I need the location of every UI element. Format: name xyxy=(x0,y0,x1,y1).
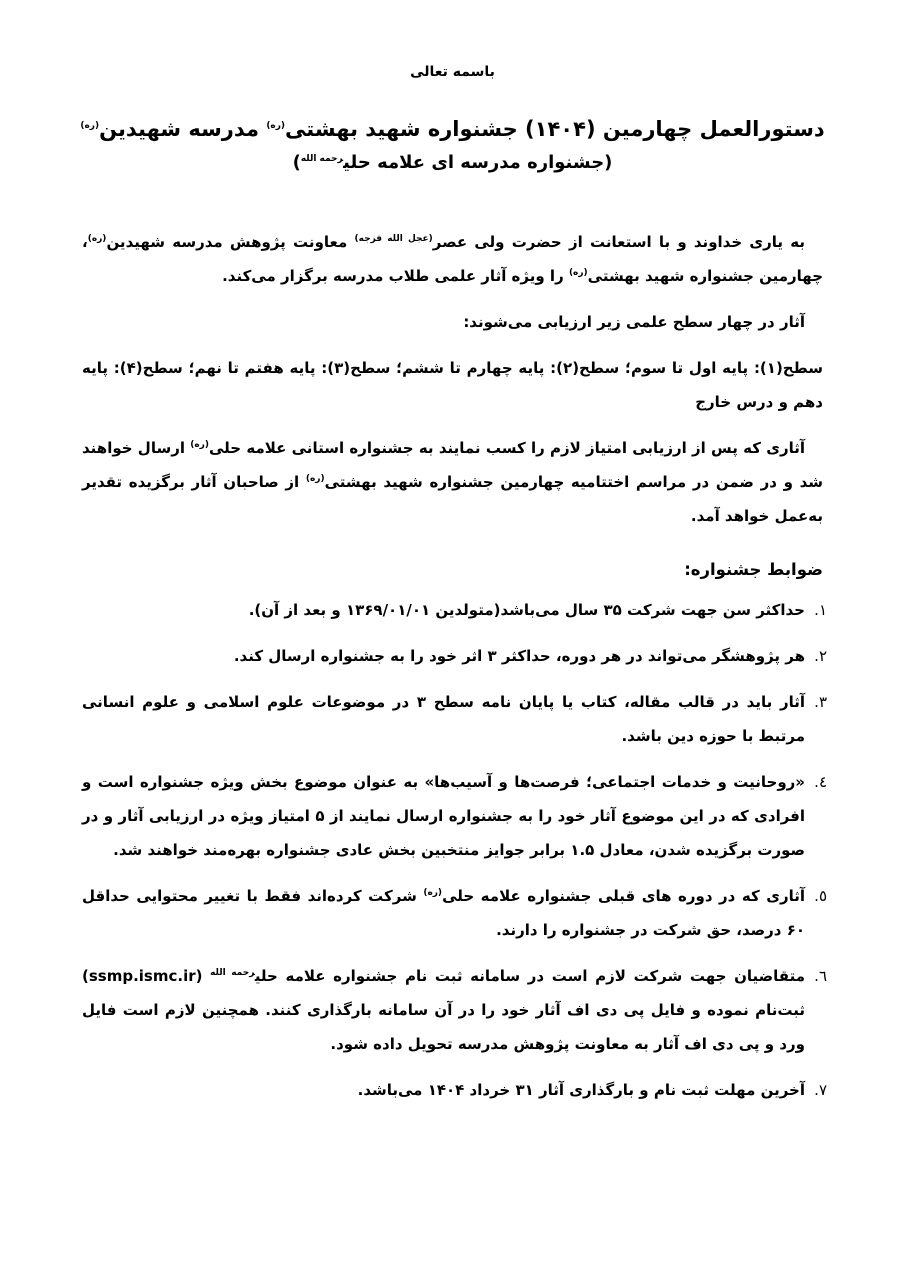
rule-text-b: شرکت کرده‌اند فقط با تغییر محتوایی حداقل ۶۰ درصد، حق شرکت در جشنواره را دارند. xyxy=(82,887,805,939)
rule-item-4 xyxy=(82,765,827,867)
intro-paragraph-4 xyxy=(82,431,823,533)
rule-text: هر پژوهشگر می‌تواند در هر دوره، حداکثر ۳ اثر خود را به جشنواره ارسال کند. xyxy=(233,647,805,665)
rule-number: ۲. xyxy=(814,647,827,665)
rule-item-1 xyxy=(82,593,827,627)
rule-item-2 xyxy=(82,639,827,673)
intro-p1-honorific-2: (ره) xyxy=(87,234,107,244)
rule-number: ٤. xyxy=(814,773,827,791)
rule-item-7 xyxy=(82,1073,827,1107)
rule-number: ٥. xyxy=(814,887,827,905)
intro-p1-b: معاونت پژوهش مدرسه شهیدین xyxy=(106,233,355,251)
intro-paragraph-1 xyxy=(82,225,823,293)
title-honorific-a: (ره) xyxy=(266,121,286,131)
rule-text-a: آثاری که در دوره های قبلی جشنواره علامه حلی xyxy=(442,887,805,905)
rule-item-6 xyxy=(82,959,827,1061)
rule-number: ۱. xyxy=(814,601,827,619)
title-text-a: دستورالعمل چهارمین (۱۴۰۴) جشنواره شهید بهشتی xyxy=(285,117,825,141)
intro-p4-c: از صاحبان آثار برگزیده تقدیر به‌عمل خواهد آمد. xyxy=(82,473,823,525)
intro-p4-honorific-2: (ره) xyxy=(305,474,325,484)
document-title xyxy=(60,112,845,146)
rule-text-b: ثبت‌نام نموده و فایل پی دی اف آثار خود را در آن سامانه بارگذاری کنند. همچنین لازم است فایل ورد و پی دی اف آثار به معاونت پژوهش مدرسه تحویل داده شود. xyxy=(82,1001,805,1053)
intro-p1-c: ، چهارمین جشنواره شهید بهشتی xyxy=(82,233,823,285)
rules-list xyxy=(82,593,827,1107)
rule-number: ٦. xyxy=(814,967,827,985)
rule-text-a: متقاضیان جهت شرکت لازم است در سامانه ثبت نام جشنواره علامه حلی xyxy=(254,967,805,985)
title-text-b: مدرسه شهیدین xyxy=(99,117,267,141)
rule-item-3 xyxy=(82,685,827,753)
rule-number: ۳. xyxy=(814,693,827,711)
intro-paragraph-levels: سطح(۱): پایه اول تا سوم؛ سطح(۲): پایه چهارم تا ششم؛ سطح(۳): پایه هفتم تا نهم؛ سطح(۴): پایه دهم و درس خارج xyxy=(82,359,823,411)
intro-p4-b: ارسال خواهند شد و در ضمن در مراسم اختتامیه چهارمین جشنواره شهید بهشتی xyxy=(82,439,823,491)
intro-p1-honorific-1: (عجل الله فرجه) xyxy=(354,234,433,244)
intro-p1-d: را ویژه آثار علمی طلاب مدرسه برگزار می‌کند. xyxy=(222,267,569,285)
intro-paragraph-2: آثار در چهار سطح علمی زیر ارزیابی می‌شوند: xyxy=(463,313,805,331)
intro-p1-honorific-3: (ره) xyxy=(568,268,588,278)
rule-number: ٧. xyxy=(814,1081,827,1099)
rules-heading: ضوابط جشنواره: xyxy=(684,560,823,579)
rule-honorific: (ره) xyxy=(423,888,443,898)
rule-honorific: رحمه الله xyxy=(210,968,255,978)
rule-text: «روحانیت و خدمات اجتماعی؛ فرصت‌ها و آسیب‌ها» به عنوان موضوع بخش ویژه جشنواره است و افرادی که در این موضوع آثار خود را به جشنواره ارسال نمایند از ۵ امتیاز ویژه در ارزیابی آثار و در صورت برگزیده شدن، معادل ۱.۵ برابر جوایز منتخبین بخش عادی جشنواره بهره‌مند خواهند شد. xyxy=(82,773,806,859)
intro-p4-honorific-1: (ره) xyxy=(190,440,209,450)
subtitle-text-b: ) xyxy=(292,152,301,173)
subtitle-text-a: (جشنواره مدرسه ای علامه حلی xyxy=(343,152,613,173)
subtitle-honorific: رحمه الله xyxy=(300,154,344,164)
rule-item-5 xyxy=(82,879,827,947)
intro-p1-a: به یاری خداوند و با استعانت از حضرت ولی عصر xyxy=(432,233,805,251)
document-body xyxy=(82,225,827,1119)
rule-text: آخرین مهلت ثبت نام و بارگذاری آثار ۳۱ خرداد ۱۴۰۴ می‌باشد. xyxy=(357,1081,805,1099)
title-honorific-b: (ره) xyxy=(80,121,100,131)
rule-text: حداکثر سن جهت شرکت ۳۵ سال می‌باشد(متولدین ۱۳۶۹/۰۱/۰۱ و بعد از آن). xyxy=(248,601,805,619)
rule-text: آثار باید در قالب مقاله، کتاب یا پایان نامه سطح ۳ در موضوعات علوم اسلامی و علوم انسانی مرتبط با حوزه دین باشد. xyxy=(82,693,805,745)
intro-p4-a: آثاری که پس از ارزیابی امتیاز لازم را کسب نمایند به جشنواره استانی علامه حلی xyxy=(208,439,805,457)
registration-site-url[interactable]: (ssmp.ismc.ir) xyxy=(82,967,203,985)
document-subtitle xyxy=(60,152,845,173)
basmala-heading: باسمه تعالی xyxy=(410,64,495,80)
